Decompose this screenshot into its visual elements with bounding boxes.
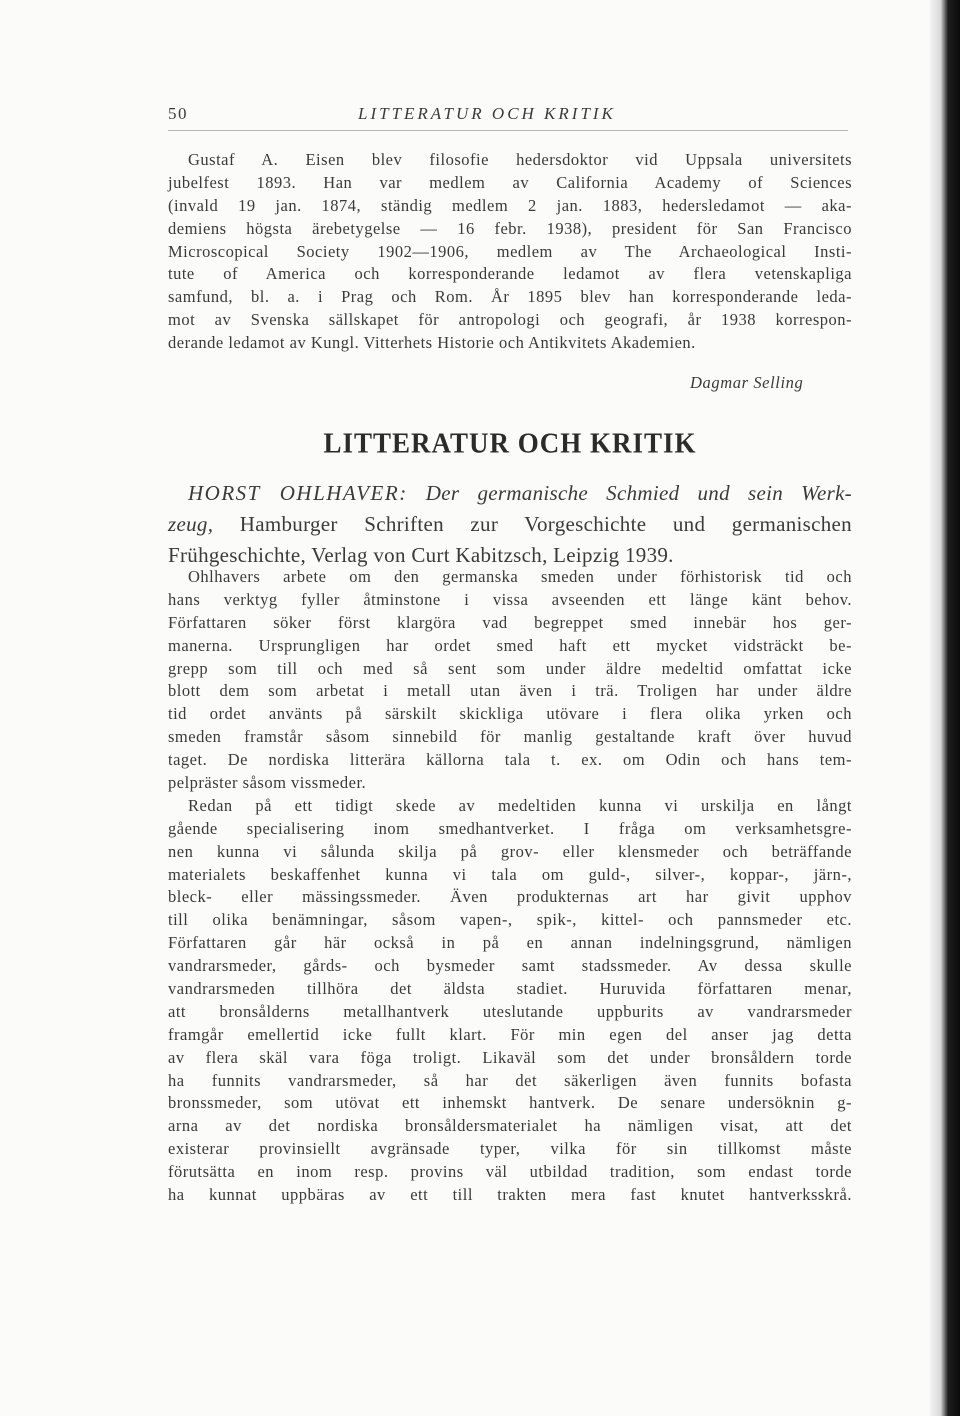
text-line: förutsätta en inom resp. provins väl utbildad tradition, som endast torde xyxy=(168,1162,852,1182)
text-line: ha kunnat uppbäras av ett till trakten mera fast knutet hantverksskrå. xyxy=(168,1185,852,1205)
text-line: Författaren söker först klargöra vad begreppet smed innebär hos ger- xyxy=(168,612,852,632)
text-line: Microscopical Society 1902—1906, medlem av The Archaeological Insti- xyxy=(168,241,852,261)
text-line: manerna. Ursprungligen har ordet smed haft ett mycket vidsträckt be- xyxy=(168,635,852,655)
running-title: LITTERATUR OCH KRITIK xyxy=(358,104,616,123)
text-line: tid ordet använts på särskilt skickliga utövare i flera olika yrken och xyxy=(168,704,852,724)
running-head xyxy=(168,104,848,128)
bibliographic-entry xyxy=(168,478,852,571)
text-line: grepp som till och med så sent som under äldre medeltid omfattat icke xyxy=(168,658,852,678)
header-rule xyxy=(168,130,848,131)
bib-line: Frühgeschichte, Verlag von Curt Kabitzsch, Leipzig 1939. xyxy=(168,543,674,567)
text-line: hans verktyg fyller åtminstone i vissa avseenden ett länge känt behov. xyxy=(168,589,852,609)
text-line: blott dem som arbetat i metall utan även i trä. Troligen har under äldre xyxy=(168,681,852,701)
text-line: Ohlhavers arbete om den germanska smeden under förhistorisk tid och xyxy=(188,567,852,586)
text-line: gående specialisering inom smedhantverket. I fråga om verksamhetsgre- xyxy=(168,818,852,838)
text-line: Författaren går här också in på en annan indelningsgrund, nämligen xyxy=(168,933,852,953)
text-line: bronssmeder, som utövat ett inhemskt hantverk. De senare undersöknin g- xyxy=(168,1093,852,1113)
page-number: 50 xyxy=(168,104,188,123)
review-body xyxy=(168,566,852,1207)
scan-edge-shadow xyxy=(930,0,960,1416)
text-line: pelpräster såsom vissmeder. xyxy=(168,773,367,793)
text-line: vandrarsmeden tillhöra det äldsta stadiet. Huruvida författaren menar, xyxy=(168,979,852,999)
text-line: Gustaf A. Eisen blev filosofie hedersdoktor vid Uppsala universitets xyxy=(188,150,852,169)
text-line: framgår emellertid icke fullt klart. För min egen del anser jag detta xyxy=(168,1024,852,1044)
text-line: av flera skäl vara föga troligt. Likaväl som det under bronsåldern torde xyxy=(168,1047,852,1067)
text-line: tute of America och korresponderande ledamot av flera vetenskapliga xyxy=(168,264,852,284)
text-line: (invald 19 jan. 1874, ständig medlem 2 jan. 1883, hedersledamot — aka- xyxy=(168,195,852,215)
text-line: ha funnits vandrarsmeder, så har det säkerligen även funnits bofasta xyxy=(168,1070,852,1090)
bib-line xyxy=(168,478,852,509)
text-line: mot av Svenska sällskapet för antropologi och geografi, år 1938 korrespon- xyxy=(168,310,852,330)
obituary-paragraph xyxy=(168,149,852,355)
text-line: bleck- eller mässingssmeder. Även produkternas art har givit upphov xyxy=(168,887,852,907)
reviewed-title: Der germanische Schmied und sein Werk- xyxy=(425,481,852,505)
text-line: materialets beskaffenhet kunna vi tala om guld-, silver-, koppar-, järn-, xyxy=(168,864,852,884)
text-line: arna av det nordiska bronsåldersmaterialet ha nämligen visat, att det xyxy=(168,1116,852,1136)
author-signature: Dagmar Selling xyxy=(690,373,804,392)
reviewed-author: HORST OHLHAVER: xyxy=(188,481,408,505)
text-line: derande ledamot av Kungl. Vitterhets Historie och Antikvitets Akademien. xyxy=(168,333,696,353)
text-line: samfund, bl. a. i Prag och Rom. År 1895 blev han korresponderande leda- xyxy=(168,287,852,307)
text-line: taget. De nordiska litterära källorna tala t. ex. om Odin och hans tem- xyxy=(168,750,852,770)
bib-line xyxy=(168,509,852,540)
text-line: till olika benämningar, såsom vapen-, spik-, kittel- och pannsmeder etc. xyxy=(168,910,852,930)
text-line: jubelfest 1893. Han var medlem av California Academy of Sciences xyxy=(168,172,852,192)
reviewed-title-cont: zeug, xyxy=(168,512,214,536)
publication-info: Hamburger Schriften zur Vorgeschichte und germanischen xyxy=(239,512,852,536)
text-line: nen kunna vi sålunda skilja på grov- eller klensmeder och beträffande xyxy=(168,841,852,861)
section-heading: LITTERATUR OCH KRITIK xyxy=(323,427,697,459)
text-line: vandrarsmeder, gårds- och bysmeder samt stadssmeder. Av dessa skulle xyxy=(168,956,852,976)
text-line: att bronsålderns metallhantverk uteslutande uppburits av vandrarsmeder xyxy=(168,1001,852,1021)
text-line: demiens högsta ärebetygelse — 16 febr. 1938), president för San Francisco xyxy=(168,218,852,238)
text-line: smeden framstår såsom sinnebild för manlig gestaltande kraft över huvud xyxy=(168,727,852,747)
text-line: existerar provinsiellt avgränsade typer, vilka för sin tillkomst måste xyxy=(168,1139,852,1159)
text-line: Redan på ett tidigt skede av medeltiden kunna vi urskilja en långt xyxy=(188,795,852,815)
